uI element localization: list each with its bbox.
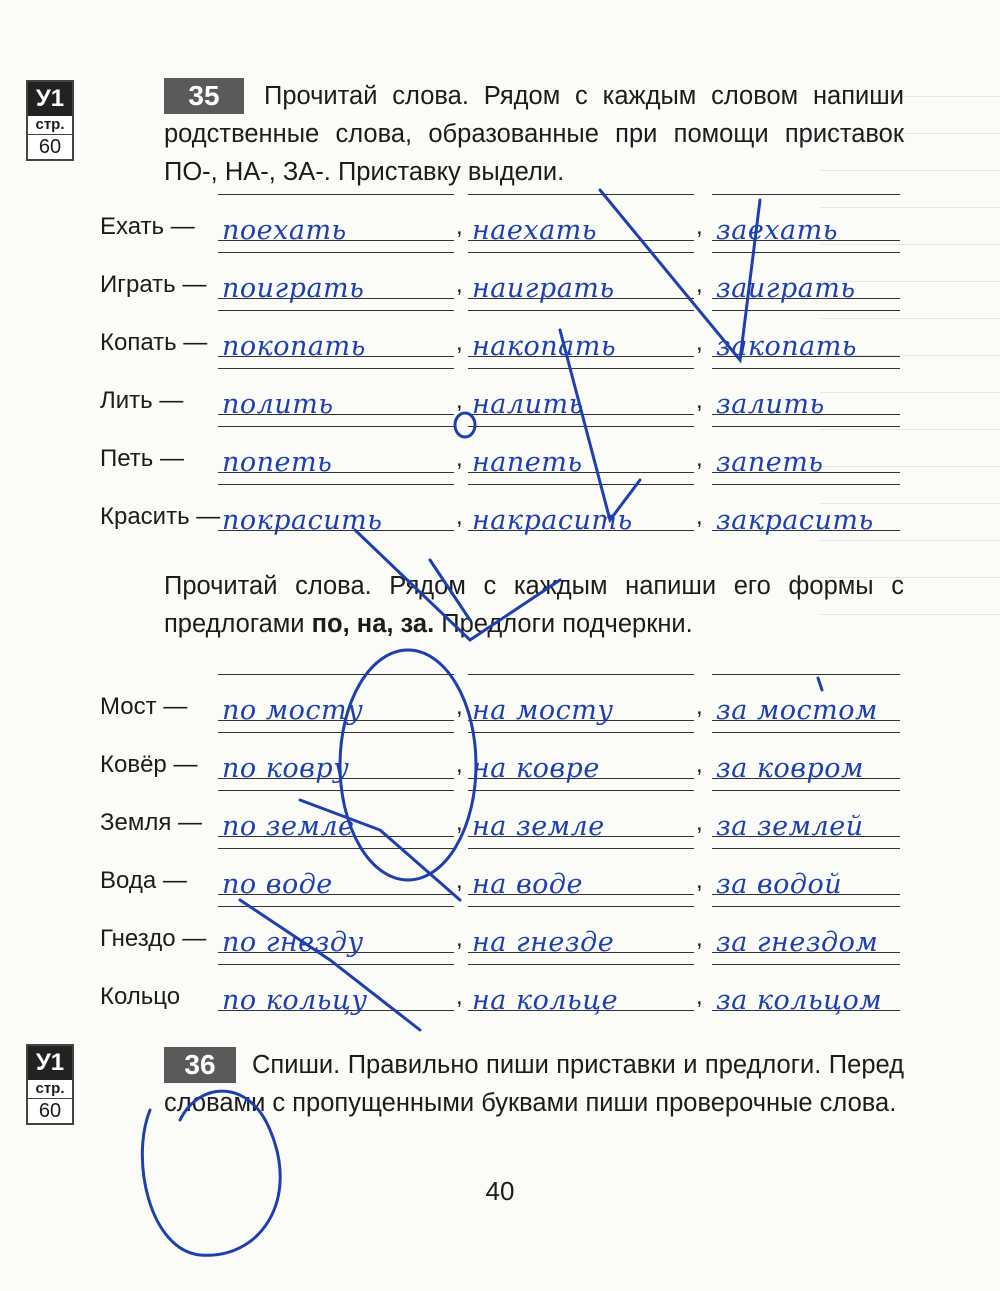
word-label: Кольцо: [100, 983, 181, 1010]
answer-slot[interactable]: [468, 924, 694, 958]
writing-guide-line: [468, 426, 694, 427]
handwritten-answer: наехать: [472, 215, 597, 246]
unit-label: У1: [28, 1046, 72, 1080]
exercise-36-instruction: Спиши. Правильно пиши приставки и предлоги. Перед словами с пропущенными буквами пиши проверочные слова.: [164, 1051, 904, 1117]
separator-comma: ,: [696, 213, 703, 240]
writing-guide-line: [468, 848, 694, 849]
unit-reference-box: [26, 1044, 74, 1125]
writing-guide-line: [712, 964, 900, 965]
writing-guide-line: [218, 964, 454, 965]
unit-reference-box: [26, 80, 74, 161]
answer-slot[interactable]: [712, 444, 900, 478]
answer-slot[interactable]: [218, 212, 454, 246]
writing-guide-line: [468, 252, 694, 253]
separator-comma: ,: [456, 983, 463, 1010]
writing-guide-line: [468, 964, 694, 965]
handwritten-answer: на гнезде: [472, 927, 615, 958]
handwritten-answer: по ковру: [222, 753, 350, 784]
separator-comma: ,: [696, 809, 703, 836]
instruction-text: Предлоги подчеркни.: [441, 610, 693, 638]
word-label: Ехать —: [100, 213, 195, 240]
separator-comma: ,: [696, 751, 703, 778]
word-label: Петь —: [100, 445, 184, 472]
separator-comma: ,: [696, 445, 703, 472]
handwritten-answer: налить: [472, 389, 584, 420]
separator-comma: ,: [456, 751, 463, 778]
word-label: Копать —: [100, 329, 208, 356]
page-abbr: стр.: [35, 1080, 65, 1097]
handwritten-answer: залить: [716, 389, 825, 420]
ref-page: 60: [28, 134, 72, 159]
writing-guide-line: [218, 674, 454, 675]
answer-slot[interactable]: [468, 270, 694, 304]
handwritten-answer: за водой: [716, 869, 843, 900]
writing-guide-line: [468, 194, 694, 195]
separator-comma: ,: [456, 329, 463, 356]
word-label: Гнездо —: [100, 925, 207, 952]
handwritten-answer: за ковром: [716, 753, 864, 784]
answer-slot[interactable]: [218, 982, 454, 1016]
answer-slot[interactable]: [468, 692, 694, 726]
separator-comma: ,: [696, 271, 703, 298]
handwritten-answer: за мостом: [716, 695, 878, 726]
answer-slot[interactable]: [218, 386, 454, 420]
part-2-instruction: [164, 567, 904, 643]
separator-comma: ,: [696, 329, 703, 356]
writing-guide-line: [468, 906, 694, 907]
handwritten-answer: попеть: [222, 447, 333, 478]
writing-guide-line: [468, 674, 694, 675]
separator-comma: ,: [696, 983, 703, 1010]
separator-comma: ,: [696, 693, 703, 720]
handwritten-answer: по воде: [222, 869, 333, 900]
writing-guide-line: [218, 790, 454, 791]
handwritten-answer: за гнездом: [716, 927, 879, 958]
writing-guide-line: [468, 484, 694, 485]
writing-guide-line: [468, 790, 694, 791]
answer-slot[interactable]: [712, 270, 900, 304]
writing-guide-line: [712, 426, 900, 427]
word-label: Мост —: [100, 693, 188, 720]
answer-slot[interactable]: [468, 328, 694, 362]
writing-guide-line: [468, 310, 694, 311]
answer-slot[interactable]: [218, 328, 454, 362]
writing-guide-line: [218, 848, 454, 849]
answer-slot[interactable]: [468, 982, 694, 1016]
answer-slot[interactable]: [218, 444, 454, 478]
separator-comma: ,: [456, 445, 463, 472]
separator-comma: ,: [696, 387, 703, 414]
writing-guide-line: [712, 732, 900, 733]
word-label: Лить —: [100, 387, 184, 414]
writing-guide-line: [218, 906, 454, 907]
handwritten-answer: заиграть: [716, 273, 856, 304]
instruction-text: Прочитай слова. Рядом с каждым напиши его формы с предлогами: [164, 572, 904, 638]
handwritten-answer: поиграть: [222, 273, 365, 304]
word-label: Вода —: [100, 867, 187, 894]
separator-comma: ,: [696, 925, 703, 952]
word-label: Красить —: [100, 503, 221, 530]
exercise-35-instruction: Прочитай слова. Рядом с каждым словом напиши родственные слова, образованные при помощи приставок ПО-, НА-, ЗА-. Приставку выдели.: [164, 82, 904, 186]
separator-comma: ,: [456, 925, 463, 952]
writing-guide-line: [712, 484, 900, 485]
separator-comma: ,: [456, 503, 463, 530]
writing-guide-line: [712, 310, 900, 311]
answer-slot[interactable]: [468, 750, 694, 784]
answer-slot[interactable]: [712, 866, 900, 900]
writing-guide-line: [712, 368, 900, 369]
answer-slot[interactable]: [218, 692, 454, 726]
writing-guide-line: [218, 426, 454, 427]
answer-slot[interactable]: [468, 866, 694, 900]
handwritten-answer: накрасить: [472, 505, 633, 536]
writing-guide-line: [712, 848, 900, 849]
handwritten-answer: за землей: [716, 811, 864, 842]
handwritten-answer: покопать: [222, 331, 366, 362]
answer-slot[interactable]: [712, 924, 900, 958]
writing-guide-line: [712, 252, 900, 253]
answer-slot[interactable]: [712, 982, 900, 1016]
separator-comma: ,: [456, 387, 463, 414]
unit-label: У1: [28, 82, 72, 116]
answer-slot[interactable]: [712, 328, 900, 362]
writing-guide-line: [218, 194, 454, 195]
handwritten-answer: на ковре: [472, 753, 600, 784]
answer-slot[interactable]: [468, 444, 694, 478]
handwritten-answer: по кольцу: [222, 985, 368, 1016]
handwritten-answer: напеть: [472, 447, 583, 478]
writing-guide-line: [468, 368, 694, 369]
prepositions-bold: по, на, за.: [311, 610, 435, 638]
handwritten-answer: заехать: [716, 215, 838, 246]
separator-comma: ,: [456, 693, 463, 720]
answer-slot[interactable]: [218, 502, 454, 536]
separator-comma: ,: [456, 271, 463, 298]
answer-slot[interactable]: [712, 750, 900, 784]
writing-guide-line: [218, 368, 454, 369]
writing-guide-line: [218, 484, 454, 485]
exercise-number-badge: 36: [164, 1047, 236, 1083]
handwritten-answer: покрасить: [222, 505, 383, 536]
page-abbr: стр.: [35, 116, 65, 133]
ref-page: 60: [28, 1098, 72, 1123]
answer-slot[interactable]: [712, 692, 900, 726]
handwritten-answer: накопать: [472, 331, 617, 362]
word-label: Ковёр —: [100, 751, 198, 778]
handwritten-answer: по земле: [222, 811, 355, 842]
answer-slot[interactable]: [468, 808, 694, 842]
handwritten-answer: на кольце: [472, 985, 619, 1016]
word-label: Играть —: [100, 271, 207, 298]
writing-guide-line: [468, 732, 694, 733]
handwritten-answer: запеть: [716, 447, 824, 478]
handwritten-answer: на воде: [472, 869, 584, 900]
answer-slot[interactable]: [218, 866, 454, 900]
answer-slot[interactable]: [218, 808, 454, 842]
answer-slot[interactable]: [712, 386, 900, 420]
separator-comma: ,: [696, 867, 703, 894]
word-label: Земля —: [100, 809, 203, 836]
handwritten-answer: за кольцом: [716, 985, 883, 1016]
separator-comma: ,: [696, 503, 703, 530]
answer-slot[interactable]: [468, 502, 694, 536]
separator-comma: ,: [456, 867, 463, 894]
handwritten-answer: на мосту: [472, 695, 614, 726]
answer-slot[interactable]: [712, 212, 900, 246]
handwritten-answer: наиграть: [472, 273, 615, 304]
answer-slot[interactable]: [218, 270, 454, 304]
handwritten-answer: полить: [222, 389, 334, 420]
writing-guide-line: [712, 906, 900, 907]
writing-guide-line: [218, 732, 454, 733]
accent-mark: [818, 678, 822, 690]
separator-comma: ,: [456, 213, 463, 240]
writing-guide-line: [712, 674, 900, 675]
writing-guide-line: [218, 310, 454, 311]
answer-slot[interactable]: [218, 924, 454, 958]
handwritten-answer: по мосту: [222, 695, 364, 726]
handwritten-answer: поехать: [222, 215, 347, 246]
exercise-number-badge: 35: [164, 78, 244, 114]
writing-guide-line: [712, 790, 900, 791]
answer-slot[interactable]: [712, 808, 900, 842]
answer-slot[interactable]: [218, 750, 454, 784]
separator-comma: ,: [456, 809, 463, 836]
answer-slot[interactable]: [712, 502, 900, 536]
handwritten-answer: закрасить: [716, 505, 874, 536]
answer-slot[interactable]: [468, 212, 694, 246]
writing-guide-line: [712, 194, 900, 195]
writing-guide-line: [218, 252, 454, 253]
page-number: 40: [485, 1176, 515, 1206]
handwritten-answer: по гнезду: [222, 927, 364, 958]
handwritten-answer: на земле: [472, 811, 605, 842]
handwritten-answer: закопать: [716, 331, 857, 362]
answer-slot[interactable]: [468, 386, 694, 420]
